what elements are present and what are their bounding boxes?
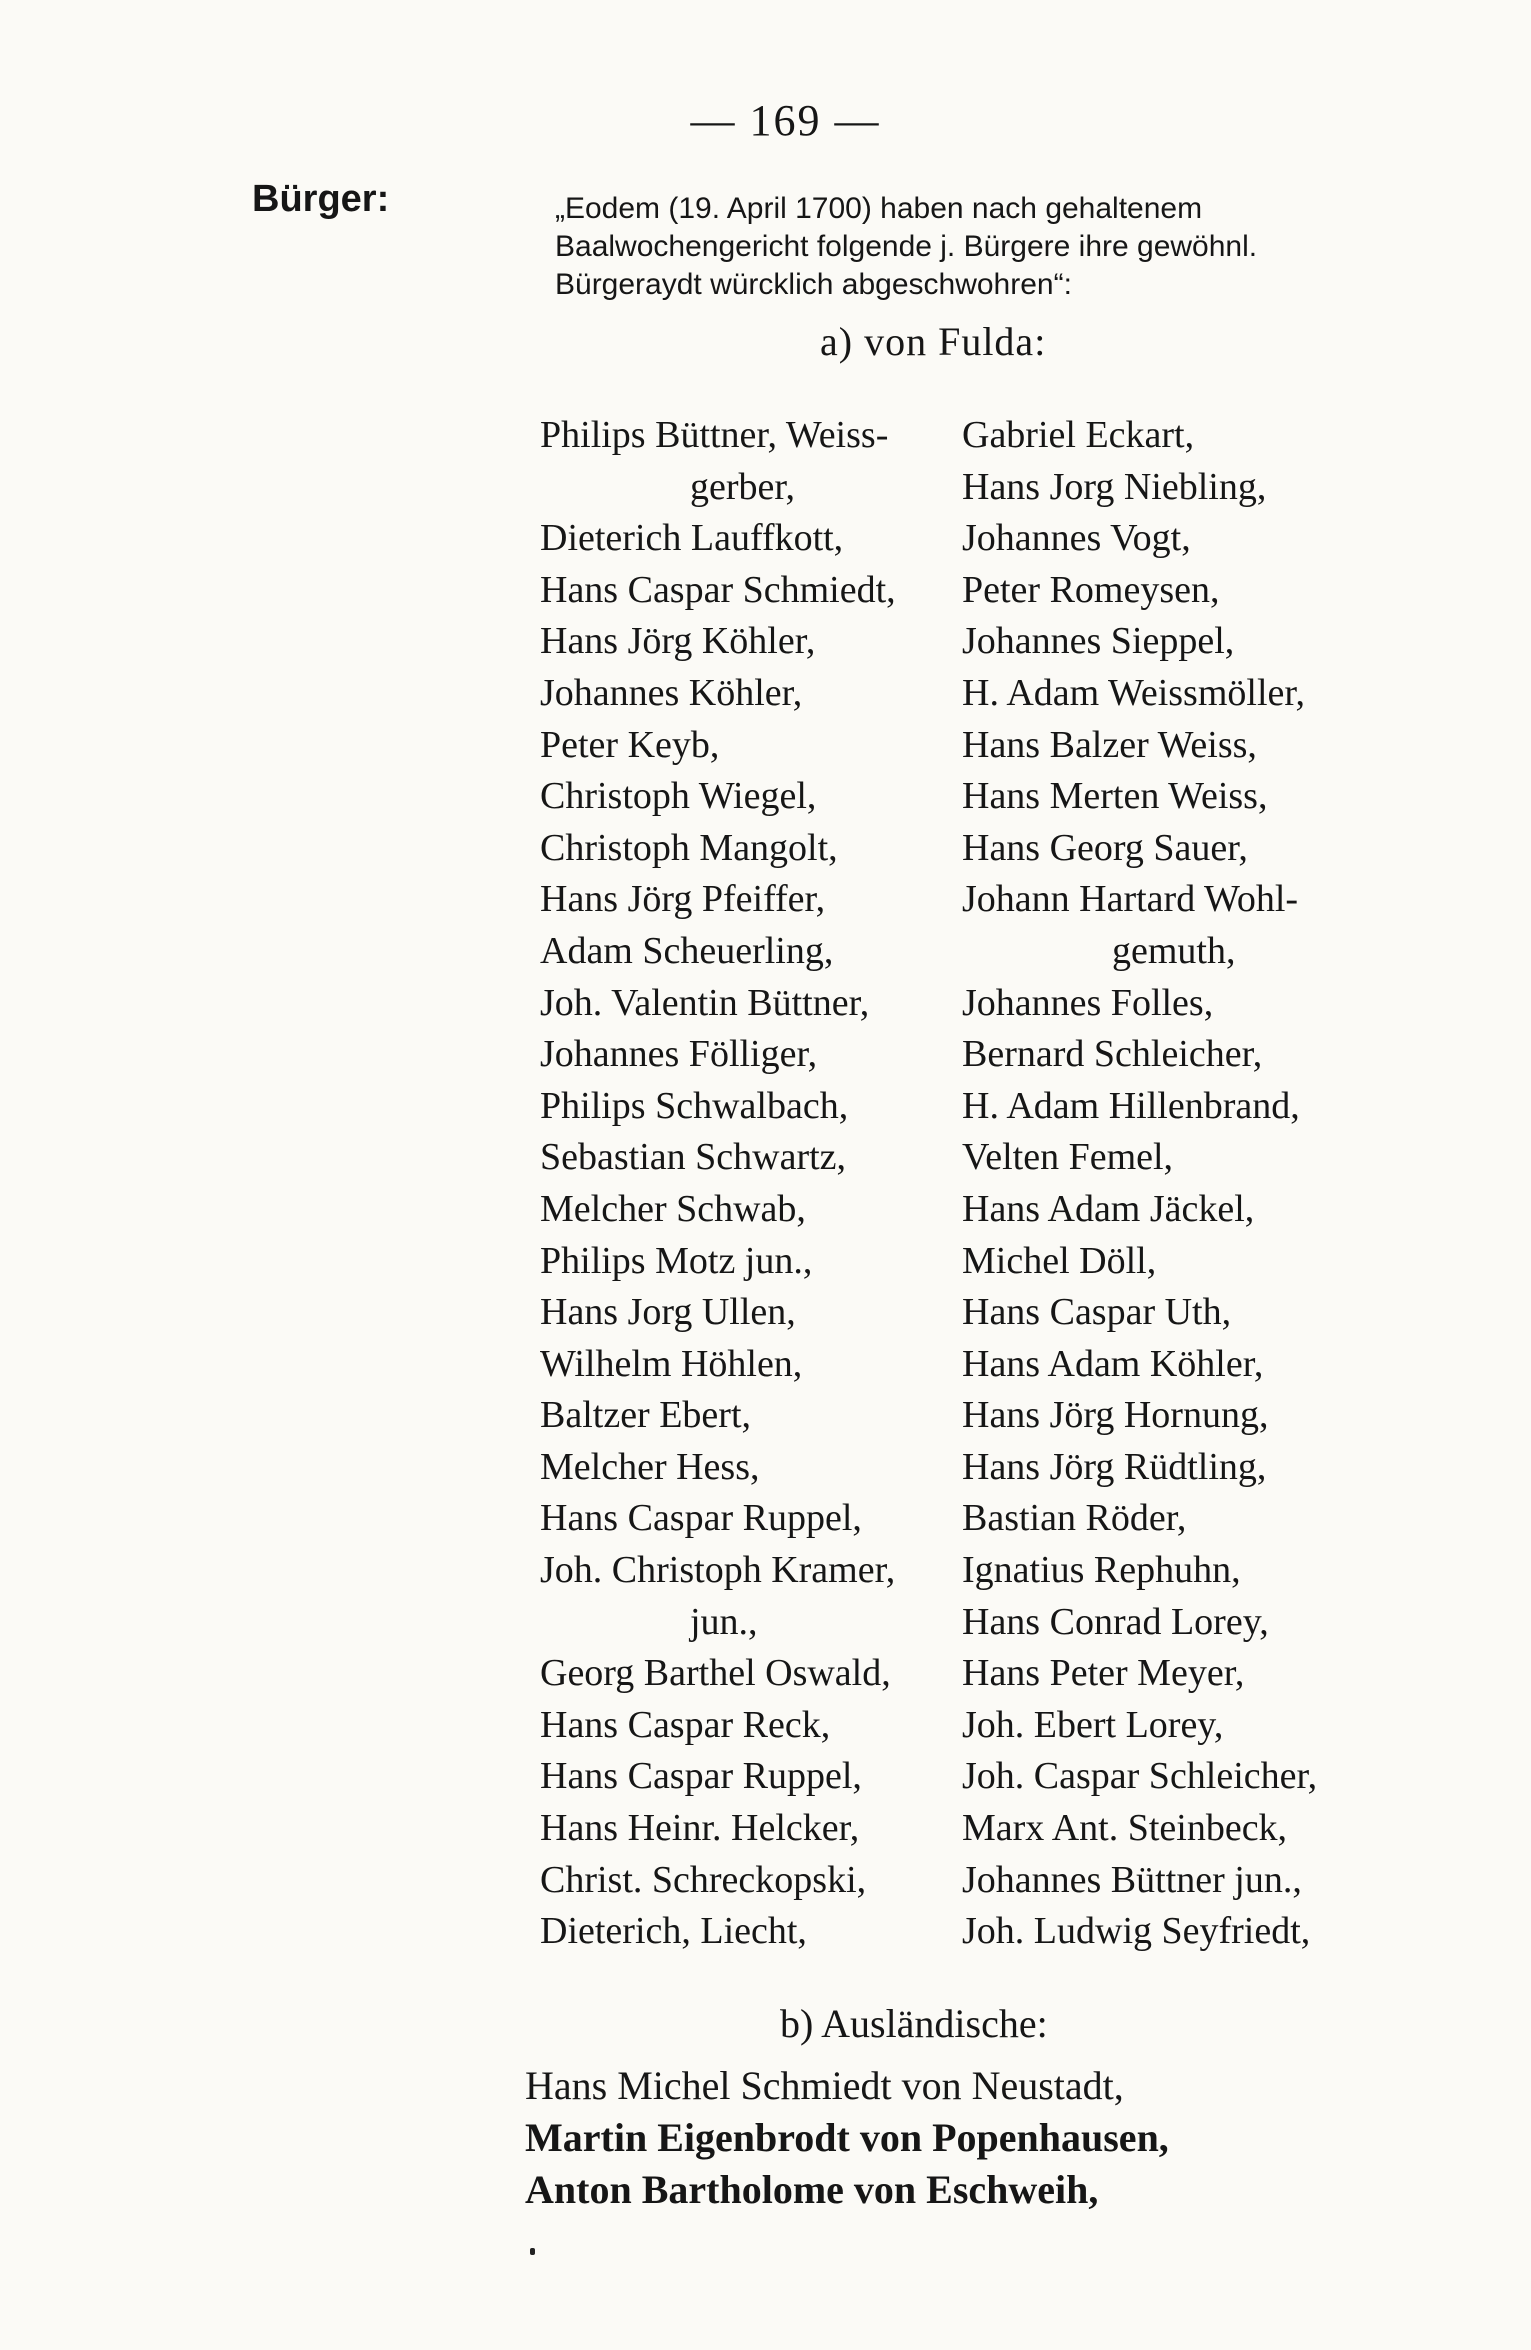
left-name-column <box>540 410 896 1958</box>
name-entry: Joh. Valentin Büttner, <box>540 981 870 1024</box>
name-entry: Hans Heinr. Helcker, <box>540 1807 860 1850</box>
name-entry: Bastian Röder, <box>962 1497 1187 1540</box>
name-entry: Hans Jörg Hornung, <box>962 1394 1269 1437</box>
name-entry: Hans Caspar Schmiedt, <box>540 568 896 611</box>
name-entry: Bernard Schleicher, <box>962 1033 1263 1076</box>
name-entry: Christ. Schreckopski, <box>540 1858 867 1901</box>
auslaendische-list <box>525 2060 1169 2216</box>
name-entry: Hans Caspar Reck, <box>540 1703 831 1746</box>
name-entry: Wilhelm Höhlen, <box>540 1342 803 1385</box>
name-entry: Johannes Vogt, <box>962 517 1191 560</box>
name-entry: Hans Adam Köhler, <box>962 1342 1264 1385</box>
name-entry: Hans Merten Weiss, <box>962 775 1268 818</box>
right-name-column <box>962 410 1317 1958</box>
auslaendische-entry: Martin Eigenbrodt von Popenhausen, <box>525 2115 1169 2160</box>
name-entry: Hans Caspar Ruppel, <box>540 1755 862 1798</box>
name-entry: jun., <box>690 1600 758 1643</box>
name-entry: Hans Jörg Rüdtling, <box>962 1445 1267 1488</box>
name-entry: Philips Schwalbach, <box>540 1084 849 1127</box>
intro-line: „Eodem (19. April 1700) haben nach gehaltenem <box>555 192 1203 225</box>
intro-paragraph <box>555 190 1375 304</box>
name-entry: Johann Hartard Wohl- <box>962 878 1299 921</box>
name-entry: Johannes Folles, <box>962 981 1214 1024</box>
name-entry: Hans Peter Meyer, <box>962 1652 1245 1695</box>
name-entry: Christoph Mangolt, <box>540 826 838 869</box>
page-number: — 169 — <box>690 96 881 145</box>
name-entry: Johannes Sieppel, <box>962 620 1235 663</box>
name-entry: Philips Büttner, Weiss- <box>540 414 889 456</box>
name-entry: Joh. Caspar Schleicher, <box>962 1755 1318 1798</box>
name-entry: Johannes Köhler, <box>540 671 803 714</box>
name-entry: Michel Döll, <box>962 1239 1157 1282</box>
intro-line: Baalwochengericht folgende j. Bürgere ihre gewöhnl. <box>555 230 1258 263</box>
name-entry: Georg Barthel Oswald, <box>540 1652 891 1695</box>
name-entry: Philips Motz jun., <box>540 1239 813 1282</box>
section-a-heading: a) von Fulda: <box>820 319 1047 364</box>
auslaendische-entry: Anton Bartholome von Eschweih, <box>525 2167 1099 2212</box>
intro-line: Bürgeraydt würcklich abgeschwohren“: <box>555 268 1072 301</box>
name-entry: Melcher Hess, <box>540 1445 760 1488</box>
name-entry: Sebastian Schwartz, <box>540 1136 847 1179</box>
name-entry: Melcher Schwab, <box>540 1187 806 1230</box>
name-entry: Hans Conrad Lorey, <box>962 1600 1269 1643</box>
name-entry: Gabriel Eckart, <box>962 414 1195 456</box>
name-entry: Johannes Büttner jun., <box>962 1858 1302 1901</box>
name-entry: Velten Femel, <box>962 1136 1174 1179</box>
name-entry: Hans Jorg Ullen, <box>540 1291 796 1334</box>
name-entry: Peter Romeysen, <box>962 568 1220 611</box>
name-entry: Marx Ant. Steinbeck, <box>962 1807 1288 1850</box>
name-entry: Hans Balzer Weiss, <box>962 723 1257 766</box>
name-entry: Dieterich Lauffkott, <box>540 517 844 560</box>
name-entry: Hans Caspar Ruppel, <box>540 1497 862 1540</box>
name-entry: H. Adam Hillenbrand, <box>962 1084 1300 1127</box>
name-entry: Hans Caspar Uth, <box>962 1291 1232 1334</box>
name-entry: Dieterich, Liecht, <box>540 1910 807 1953</box>
name-entry: Joh. Ebert Lorey, <box>962 1703 1224 1746</box>
name-entry: Peter Keyb, <box>540 723 720 766</box>
name-entry: Hans Jorg Niebling, <box>962 465 1267 508</box>
name-entry: Hans Jörg Pfeiffer, <box>540 878 826 921</box>
name-entry: Hans Georg Sauer, <box>962 826 1248 869</box>
name-entry: gerber, <box>690 465 796 508</box>
auslaendische-entry: Hans Michel Schmiedt von Neustadt, <box>525 2063 1124 2108</box>
name-entry: Adam Scheuerling, <box>540 929 834 972</box>
name-entry: Christoph Wiegel, <box>540 775 817 818</box>
print-speck <box>530 2248 535 2255</box>
name-entry: Hans Jörg Köhler, <box>540 620 816 663</box>
section-b-heading: b) Ausländische: <box>780 2001 1048 2046</box>
name-entry: gemuth, <box>1112 929 1236 972</box>
name-entry: Hans Adam Jäckel, <box>962 1187 1255 1230</box>
name-entry: Joh. Christoph Kramer, <box>540 1549 896 1592</box>
name-entry: Johannes Fölliger, <box>540 1033 818 1076</box>
margin-label: Bürger: <box>252 178 390 220</box>
name-entry: Joh. Ludwig Seyfriedt, <box>962 1910 1311 1953</box>
name-entry: H. Adam Weissmöller, <box>962 671 1306 714</box>
name-entry: Baltzer Ebert, <box>540 1394 752 1437</box>
name-entry: Ignatius Rephuhn, <box>962 1549 1241 1592</box>
